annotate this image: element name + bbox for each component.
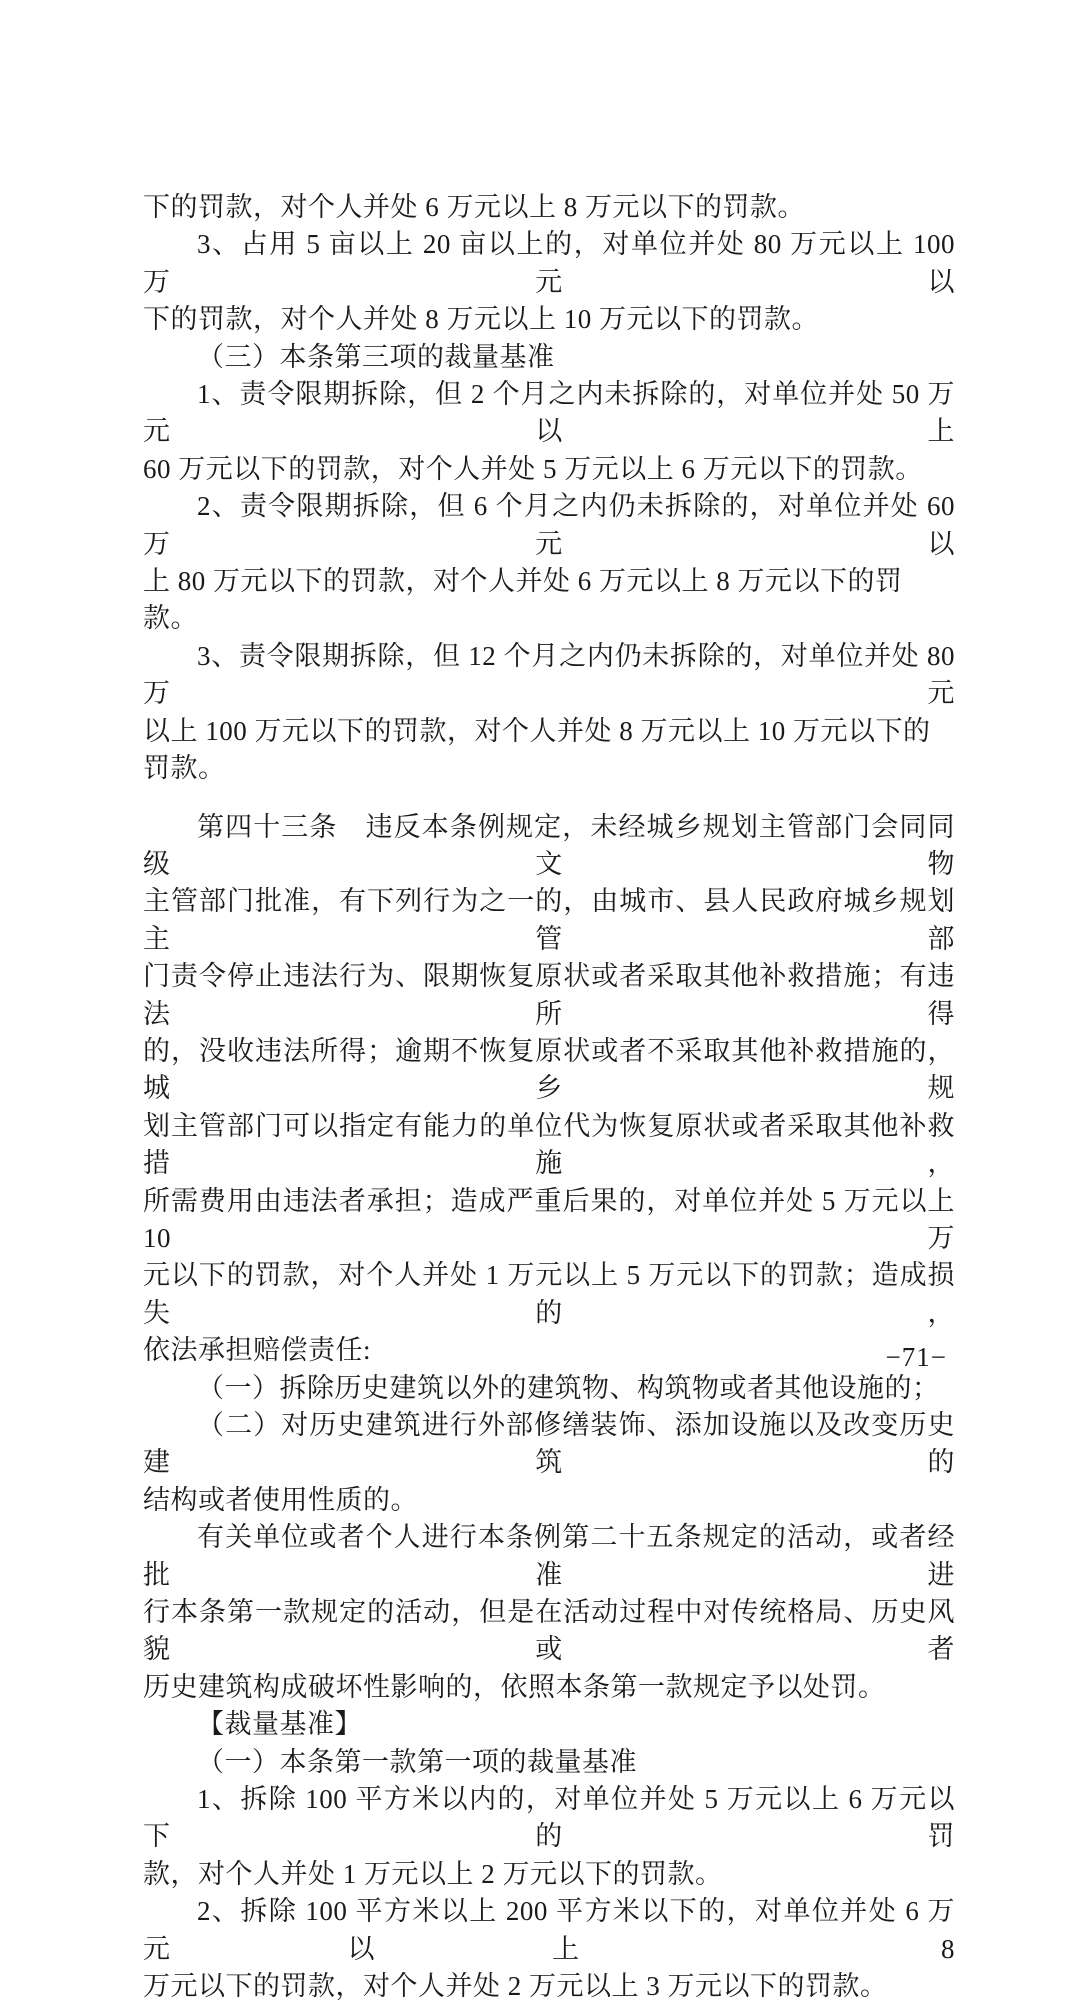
text-line: 3、责令限期拆除，但 12 个月之内仍未拆除的，对单位并处 80 万元 — [143, 640, 963, 709]
text-line: 【裁量基准】 — [197, 1709, 362, 1740]
text-line: 的，没收违法所得；逾期不恢复原状或者不采取其他补救措施的，城乡规 — [143, 1035, 955, 1104]
text-line: 历史建筑构成破坏性影响的，依照本条第一款规定予以处罚。 — [143, 1671, 886, 1702]
page-number: −71− — [885, 1342, 947, 1372]
text-line: 2、责令限期拆除，但 6 个月之内仍未拆除的，对单位并处 60 万元以 — [143, 491, 963, 559]
text-line: 主管部门批准，有下列行为之一的，由城市、县人民政府城乡规划主管部 — [143, 886, 955, 954]
text-line: 3、占用 5 亩以上 20 亩以上的，对单位并处 80 万元以上 100 万元以 — [143, 229, 963, 297]
text-line: 第四十三条 违反本条例规定，未经城乡规划主管部门会同同级文物 — [143, 811, 955, 879]
text-line: （二）对历史建筑进行外部修缮装饰、添加设施以及改变历史建筑的 — [143, 1410, 955, 1478]
text-line: 2、拆除 100 平方米以上 200 平方米以下的，对单位并处 6 万元以上 8 — [143, 1896, 955, 1964]
text-line: 门责令停止违法行为、限期恢复原状或者采取其他补救措施；有违法所得 — [143, 961, 955, 1029]
text-line: （一）拆除历史建筑以外的建筑物、构筑物或者其他设施的； — [197, 1372, 940, 1403]
text-line: 下的罚款，对个人并处 6 万元以上 8 万元以下的罚款。 — [143, 192, 805, 222]
document-body — [143, 189, 963, 2006]
text-line: 上 80 万元以下的罚款，对个人并处 6 万元以上 8 万元以下的罚款。 — [143, 566, 903, 634]
text-line: 结构或者使用性质的。 — [143, 1484, 418, 1515]
text-line: 款，对个人并处 1 万元以上 2 万元以下的罚款。 — [143, 1858, 723, 1889]
text-line: （一）本条第一款第一项的裁量基准 — [197, 1746, 637, 1777]
text-line: 以上 100 万元以下的罚款，对个人并处 8 万元以上 10 万元以下的罚款。 — [143, 715, 931, 784]
text-line: 下的罚款，对个人并处 8 万元以上 10 万元以下的罚款。 — [143, 304, 819, 335]
text-line: 依法承担赔偿责任: — [143, 1335, 372, 1366]
text-line: 元以下的罚款，对个人并处 1 万元以上 5 万元以下的罚款；造成损失的， — [143, 1260, 955, 1328]
text-line: 万元以下的罚款，对个人并处 2 万元以上 3 万元以下的罚款。 — [143, 1971, 888, 2002]
text-line: 有关单位或者个人进行本条例第二十五条规定的活动，或者经批准进 — [143, 1522, 955, 1590]
text-line: 60 万元以下的罚款，对个人并处 5 万元以上 6 万元以下的罚款。 — [143, 453, 923, 484]
text-line: 划主管部门可以指定有能力的单位代为恢复原状或者采取其他补救措施， — [143, 1110, 955, 1179]
text-line: 所需费用由违法者承担；造成严重后果的，对单位并处 5 万元以上 10 万 — [143, 1185, 963, 1253]
text-line: 1、责令限期拆除，但 2 个月之内未拆除的，对单位并处 50 万元以上 — [143, 379, 955, 447]
text-line: 1、拆除 100 平方米以内的，对单位并处 5 万元以上 6 万元以下的罚 — [143, 1784, 955, 1852]
text-line: 行本条第一款规定的活动，但是在活动过程中对传统格局、历史风貌或者 — [143, 1597, 955, 1665]
text-line: （三）本条第三项的裁量基准 — [197, 341, 555, 372]
